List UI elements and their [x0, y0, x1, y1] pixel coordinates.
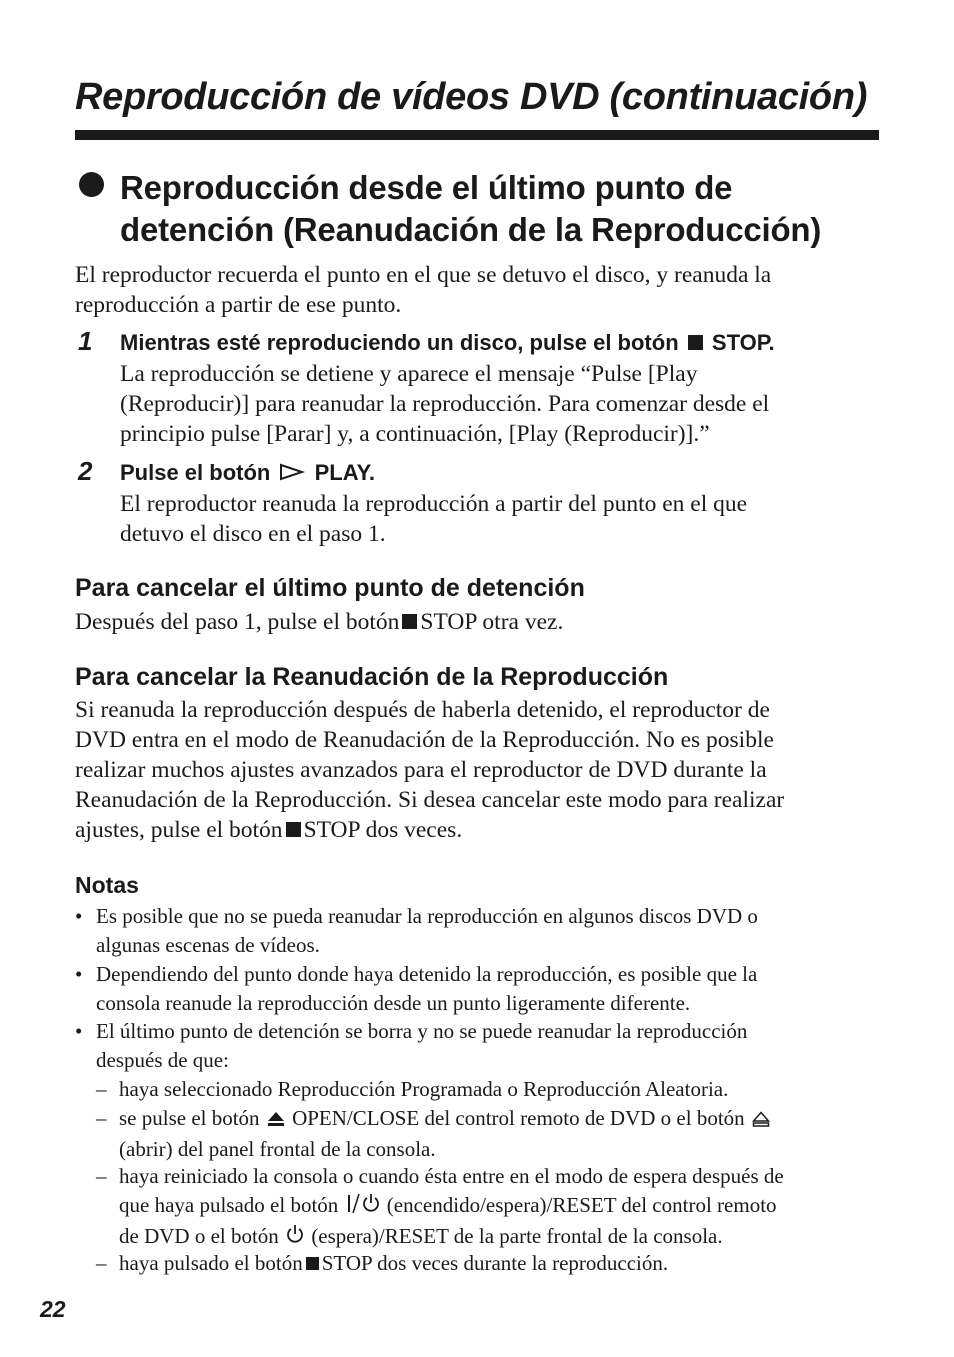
paragraph-text: Después del paso 1, pulse el botón: [75, 609, 400, 635]
play-icon: [279, 461, 305, 487]
paragraph-text: STOP otra vez.: [420, 609, 564, 635]
note-line: consola reanude la reproducción desde un punto ligeramente diferente.: [96, 991, 691, 1015]
eject-outline-icon: [752, 1106, 770, 1135]
page-title: Reproducción de vídeos DVD (continuación): [75, 76, 868, 118]
note-line: [119, 1104, 879, 1135]
paragraph-text: ajustes, pulse el botón: [75, 817, 283, 843]
eject-icon: [267, 1106, 285, 1135]
note-item: [96, 960, 876, 1018]
stop-icon: [286, 822, 301, 837]
dash-marker: –: [96, 1251, 107, 1275]
note-item: [96, 902, 876, 960]
note-text: de DVD o el botón: [119, 1224, 279, 1248]
paragraph-text: STOP dos veces.: [303, 817, 463, 843]
intro-paragraph: [75, 260, 875, 320]
stop-icon: [402, 614, 417, 629]
paragraph-line: [75, 815, 875, 845]
step-body: [120, 489, 880, 549]
step-number: 1: [78, 326, 93, 356]
step-heading: [120, 330, 775, 356]
section-bullet-icon: [79, 172, 104, 197]
note-text: que haya pulsado el botón: [119, 1193, 339, 1217]
note-line: haya reiniciado la consola o cuando ésta entre en el modo de espera después de: [119, 1164, 784, 1188]
dash-marker: –: [96, 1164, 107, 1188]
step-heading-text: PLAY.: [314, 460, 375, 485]
step-heading-text: Pulse el botón: [120, 460, 271, 485]
step-heading-text: STOP.: [711, 330, 775, 355]
paragraph-line: realizar muchos ajustes avanzados para el reproductor de DVD durante la: [75, 757, 767, 783]
note-text: haya pulsado el botón: [119, 1251, 303, 1275]
note-subitem: [119, 1075, 879, 1104]
section-title-line: detención (Reanudación de la Reproducción): [120, 211, 822, 248]
step-body-line: La reproducción se detiene y aparece el mensaje “Pulse [Play: [120, 361, 698, 387]
bullet-icon: •: [75, 962, 83, 986]
power-standby-icon: [346, 1192, 380, 1222]
dash-marker: –: [96, 1077, 107, 1101]
step-heading: [120, 460, 375, 487]
note-text: (espera)/RESET de la parte frontal de la consola.: [311, 1224, 723, 1248]
dash-marker: –: [96, 1106, 107, 1130]
note-line: [119, 1249, 879, 1278]
step-number: 2: [78, 456, 93, 486]
note-text: STOP dos veces durante la reproducción.: [321, 1251, 669, 1275]
note-line: (abrir) del panel frontal de la consola.: [119, 1137, 436, 1161]
stop-icon: [306, 1257, 319, 1270]
subheading: Para cancelar el último punto de detención: [75, 574, 585, 602]
stop-icon: [688, 335, 703, 350]
step-body: [120, 359, 880, 449]
paragraph: [75, 607, 875, 637]
paragraph: [75, 695, 875, 845]
title-rule: [75, 130, 879, 140]
note-text: se pulse el botón: [119, 1106, 260, 1130]
note-line: haya seleccionado Reproducción Programada o Reproducción Aleatoria.: [119, 1077, 729, 1101]
step-body-line: El reproductor reanuda la reproducción a partir del punto en el que: [120, 491, 748, 517]
note-subitem: [119, 1249, 879, 1278]
section-title: [120, 167, 920, 251]
page-number: 22: [40, 1296, 66, 1322]
section-title-line: Reproducción desde el último punto de: [120, 169, 733, 206]
intro-line: El reproductor recuerda el punto en el que se detuvo el disco, y reanuda la: [75, 262, 772, 288]
note-subitem: [119, 1162, 879, 1253]
note-text: OPEN/CLOSE del control remoto de DVD o el botón: [292, 1106, 745, 1130]
note-line: después de que:: [96, 1048, 229, 1072]
note-line: Dependiendo del punto donde haya detenido la reproducción, es posible que la: [96, 962, 758, 986]
subheading: Para cancelar la Reanudación de la Reproducción: [75, 663, 669, 691]
note-text: (encendido/espera)/RESET del control remoto: [386, 1193, 777, 1217]
note-line: Es posible que no se pueda reanudar la reproducción en algunos discos DVD o: [96, 904, 758, 928]
step-body-line: (Reproducir)] para reanudar la reproducción. Para comenzar desde el: [120, 391, 770, 417]
notes-heading: Notas: [75, 872, 139, 898]
bullet-icon: •: [75, 904, 83, 928]
paragraph-line: DVD entra en el modo de Reanudación de la Reproducción. No es posible: [75, 727, 774, 753]
note-line: El último punto de detención se borra y no se puede reanudar la reproducción: [96, 1019, 748, 1043]
note-subitem: [119, 1104, 879, 1164]
intro-line: reproducción a partir de ese punto.: [75, 292, 402, 318]
step-heading-text: Mientras esté reproduciendo un disco, pulse el botón: [120, 330, 679, 355]
note-line: [119, 1191, 879, 1222]
paragraph-line: Reanudación de la Reproducción. Si desea cancelar este modo para realizar: [75, 787, 785, 813]
step-body-line: detuvo el disco en el paso 1.: [120, 521, 386, 547]
paragraph-line: Si reanuda la reproducción después de haberla detenido, el reproductor de: [75, 697, 770, 723]
note-item: [96, 1017, 876, 1075]
step-body-line: principio pulse [Parar] y, a continuación, [Play (Reproducir)].”: [120, 421, 710, 447]
note-line: algunas escenas de vídeos.: [96, 933, 320, 957]
bullet-icon: •: [75, 1019, 83, 1043]
